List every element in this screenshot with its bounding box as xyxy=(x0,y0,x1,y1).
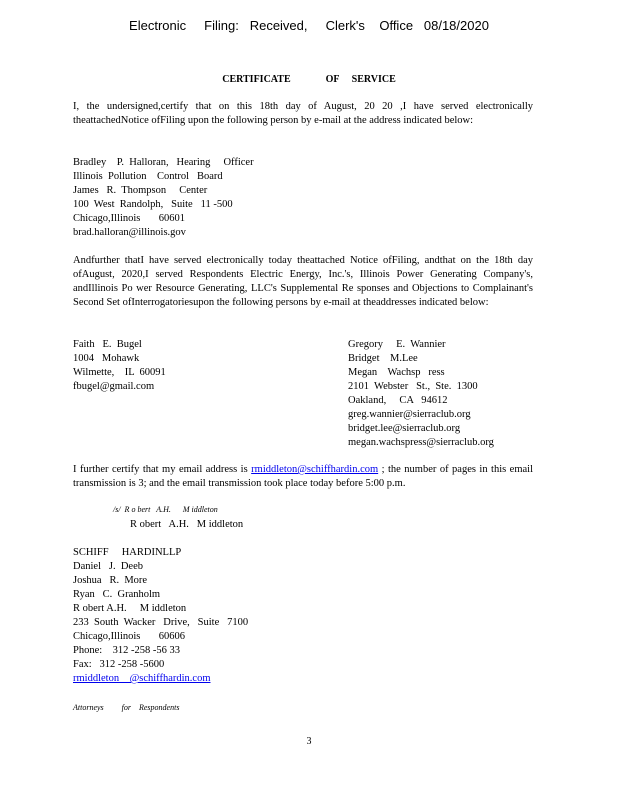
firm-email-link[interactable]: rmiddleton @schiffhardin.com xyxy=(73,673,211,684)
certification-paragraph-2: Andfurther thatI have served electronically today theattached Notice ofFiling, andthat on the 18th day ofAugust, 2020,I served Respondents Electric Energy, Inc.'s, Illinois Power Generating Company's, andIllinois Po wer Resource Generating, LLC's Supplemental Re sponses and Objections to Complainant's Second Set ofInterrogatoriesupon the following persons by e-mail at theaddresses indicated below: xyxy=(73,255,533,308)
firm-line: Daniel J. Deeb xyxy=(73,561,143,572)
address-email: greg.wannier@sierraclub.org xyxy=(348,409,471,420)
signature-name: R obert A.H. M iddleton xyxy=(130,519,244,530)
paragraph-text: ; the number of pages in this email transmission is 3; and the email transmission took place today before 5:00 p.m. xyxy=(73,464,533,489)
document-title: CERTIFICATE OF SERVICE xyxy=(222,74,396,85)
certification-paragraph-3 xyxy=(73,463,533,491)
address-line: Megan Wachsp ress xyxy=(348,367,445,378)
recipient-line: James R. Thompson Center xyxy=(73,185,208,196)
recipient-hearing-officer xyxy=(73,156,254,240)
firm-line: Fax: 312 -258 -5600 xyxy=(73,659,165,670)
recipient-line: Chicago,Illinois 60601 xyxy=(73,213,185,224)
firm-line: R obert A.H. M iddleton xyxy=(73,603,187,614)
address-line: 2101 Webster St., Ste. 1300 xyxy=(348,381,478,392)
attorneys-for-label: Attorneys for Respondents xyxy=(73,703,180,712)
address-email: megan.wachspress@sierraclub.org xyxy=(348,437,494,448)
firm-line: Chicago,Illinois 60606 xyxy=(73,631,185,642)
firm-line: Joshua R. More xyxy=(73,575,148,586)
recipient-line: 100 West Randolph, Suite 11 -500 xyxy=(73,199,233,210)
paragraph-text: I further certify that my email address is xyxy=(73,464,252,475)
address-line: Bridget M.Lee xyxy=(348,353,418,364)
firm-line: SCHIFF HARDINLLP xyxy=(73,547,182,558)
firm-line: Ryan C. Granholm xyxy=(73,589,161,600)
firm-line: Phone: 312 -258 -56 33 xyxy=(73,645,181,656)
electronic-signature: /s/ R o bert A.H. M iddleton xyxy=(113,505,218,514)
address-email: fbugel@gmail.com xyxy=(73,381,155,392)
recipient-email: brad.halloran@illinois.gov xyxy=(73,227,186,238)
address-line: Oakland, CA 94612 xyxy=(348,395,448,406)
page-number: 3 xyxy=(306,736,312,747)
address-email: bridget.lee@sierraclub.org xyxy=(348,423,461,434)
filing-stamp-header: Electronic Filing: Received, Clerk's Office 08/18/2020 xyxy=(129,18,489,33)
recipient-line: Illinois Pollution Control Board xyxy=(73,171,223,182)
firm-signature-block xyxy=(73,546,248,686)
address-line: Wilmette, IL 60091 xyxy=(73,367,166,378)
address-block-sierraclub xyxy=(348,338,494,450)
address-line: 1004 Mohawk xyxy=(73,353,140,364)
address-block-bugel xyxy=(73,338,166,394)
address-line: Gregory E. Wannier xyxy=(348,339,446,350)
recipient-line: Bradley P. Halloran, Hearing Officer xyxy=(73,157,254,168)
firm-line: 233 South Wacker Drive, Suite 7100 xyxy=(73,617,249,628)
email-link[interactable]: rmiddleton@schiffhardin.com xyxy=(251,464,379,475)
address-line: Faith E. Bugel xyxy=(73,339,142,350)
certification-paragraph-1: I, the undersigned,certify that on this 18th day of August, 20 20 ,I have served electronically theattachedNotice ofFiling upon the following person by e-mail at the address indicated below: xyxy=(73,101,533,126)
